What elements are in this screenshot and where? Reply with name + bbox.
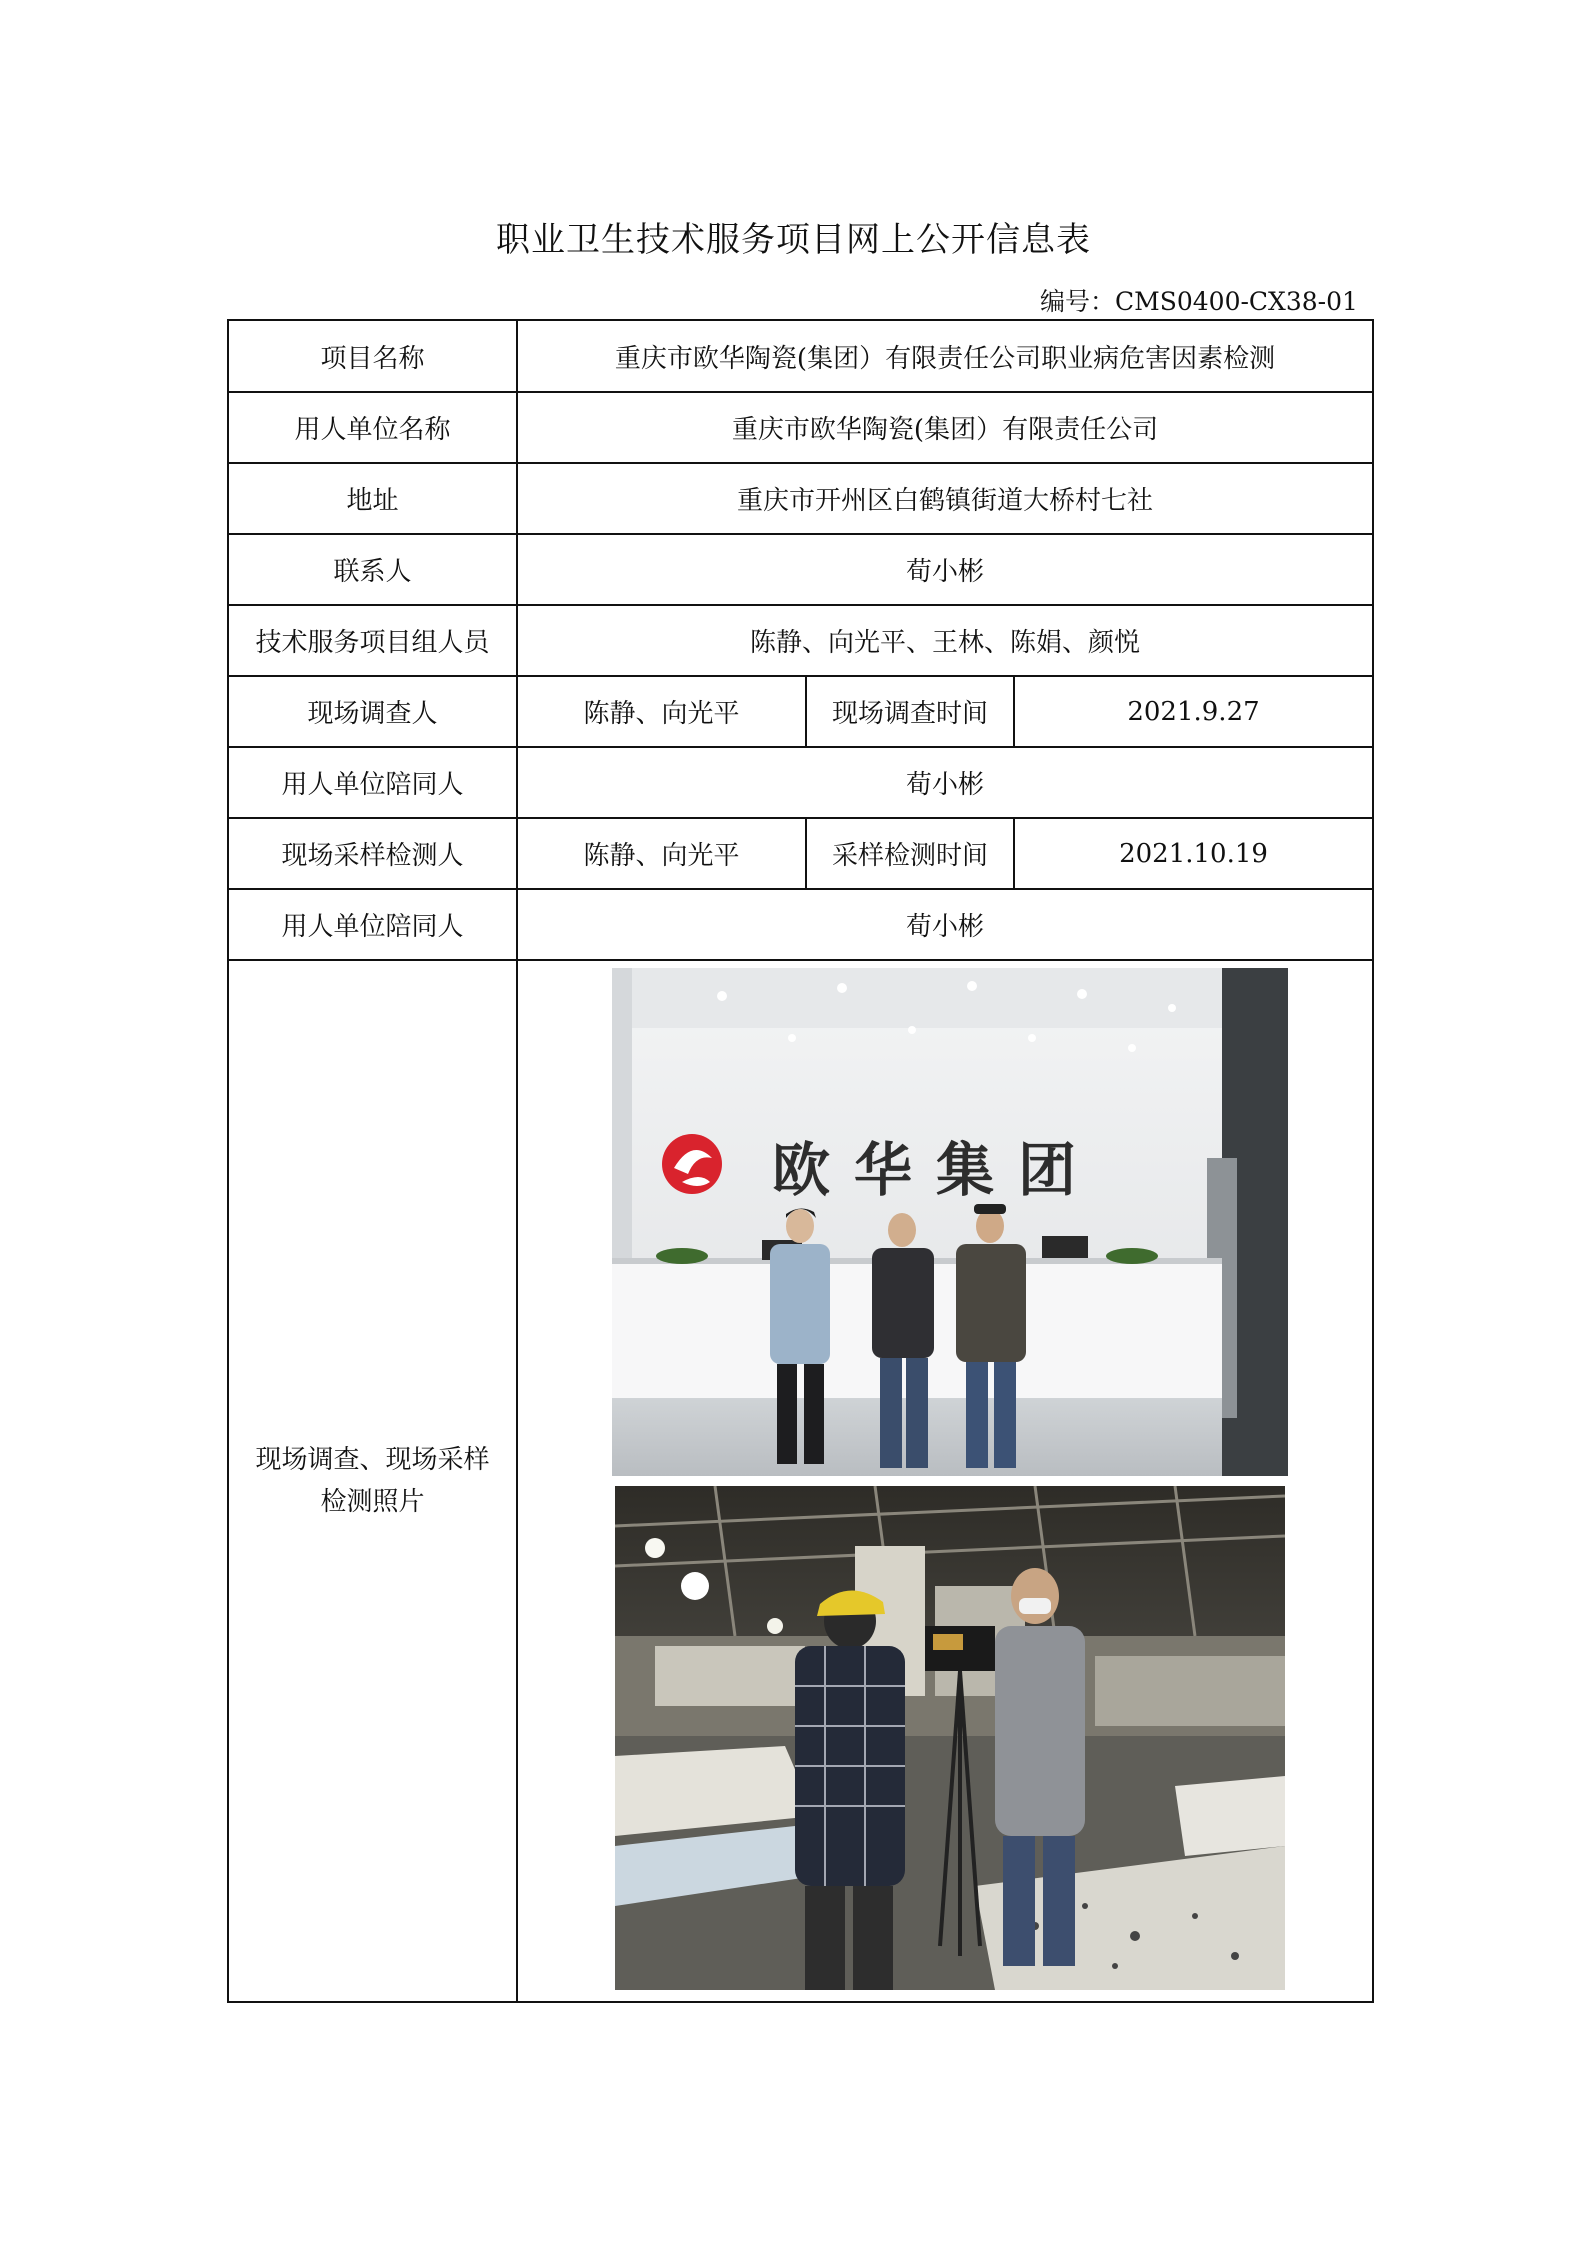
- sampling-person-value: 陈静、向光平: [517, 818, 806, 889]
- sign-text: 欧华集团: [772, 1136, 1101, 1204]
- photos-label: [228, 960, 517, 2002]
- project-name-label: 项目名称: [228, 320, 517, 392]
- survey-time-value: 2021.9.27: [1014, 676, 1373, 747]
- table-row: [228, 889, 1373, 960]
- table-row: [228, 605, 1373, 676]
- sampling-time-value: 2021.10.19: [1014, 818, 1373, 889]
- photos-label-line2: 检测照片: [320, 1487, 425, 1517]
- table-row: [228, 960, 1373, 2002]
- page-title: 职业卫生技术服务项目网上公开信息表: [496, 220, 1091, 260]
- table-row: [228, 534, 1373, 605]
- sampling-person-label: 现场采样检测人: [228, 818, 517, 889]
- survey-escort-value: 荀小彬: [517, 747, 1373, 818]
- employer-name-value: 重庆市欧华陶瓷(集团）有限责任公司: [517, 392, 1373, 463]
- table-row: [228, 676, 1373, 747]
- team-value: 陈静、向光平、王林、陈娟、颜悦: [517, 605, 1373, 676]
- contact-value: 荀小彬: [517, 534, 1373, 605]
- table-row: [228, 392, 1373, 463]
- survey-time-label: 现场调查时间: [806, 676, 1014, 747]
- survey-person-value: 陈静、向光平: [517, 676, 806, 747]
- survey-person-label: 现场调查人: [228, 676, 517, 747]
- info-table: [227, 319, 1374, 2003]
- photos-container: [518, 962, 1372, 2000]
- document-number: 编号：CMS0400-CX38-01: [1040, 287, 1358, 316]
- table-row: [228, 747, 1373, 818]
- contact-label: 联系人: [228, 534, 517, 605]
- survey-escort-label: 用人单位陪同人: [228, 747, 517, 818]
- photos-label-line1: 现场调查、现场采样: [255, 1445, 490, 1475]
- photos-cell: [517, 960, 1373, 2002]
- factory-photo: [615, 1486, 1285, 1990]
- team-label: 技术服务项目组人员: [228, 605, 517, 676]
- table-row: [228, 320, 1373, 392]
- sampling-escort-label: 用人单位陪同人: [228, 889, 517, 960]
- address-label: 地址: [228, 463, 517, 534]
- sampling-escort-value: 荀小彬: [517, 889, 1373, 960]
- factory-photo-illustration: [615, 1486, 1285, 1990]
- address-value: 重庆市开州区白鹤镇街道大桥村七社: [517, 463, 1373, 534]
- lobby-photo: [612, 968, 1288, 1476]
- sampling-time-label: 采样检测时间: [806, 818, 1014, 889]
- project-name-value: 重庆市欧华陶瓷(集团）有限责任公司职业病危害因素检测: [517, 320, 1373, 392]
- table-row: [228, 463, 1373, 534]
- lobby-photo-illustration: [612, 968, 1288, 1476]
- employer-name-label: 用人单位名称: [228, 392, 517, 463]
- table-row: [228, 818, 1373, 889]
